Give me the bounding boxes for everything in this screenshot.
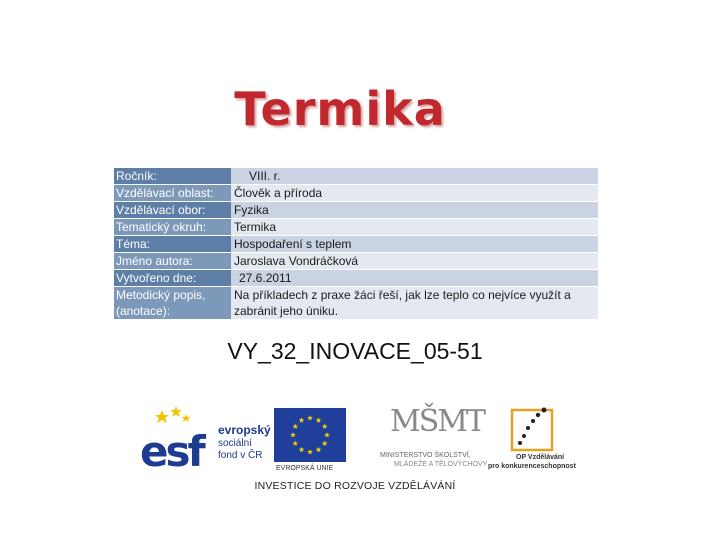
row-key: Vzdělávací obor:	[114, 202, 231, 219]
row-value: Hospodaření s teplem	[231, 236, 598, 253]
table-row	[114, 270, 598, 287]
eu-caption: EVROPSKÁ UNIE	[276, 465, 334, 472]
investice-caption: INVESTICE DO ROZVOJE VZDĚLÁVÁNÍ	[254, 480, 456, 492]
row-value: Na příkladech z praxe žáci řeší, jak lze teplo co nejvíce využít a zabránit jeho úniku.	[231, 287, 598, 320]
row-key: Vzdělávací oblast:	[114, 185, 231, 202]
row-key: Tematický okruh:	[114, 219, 231, 236]
table-row	[114, 236, 598, 253]
msmt-caption: MLÁDEŽE A TĚLOVÝCHOVY	[394, 461, 488, 468]
esf-line: sociální	[218, 438, 252, 449]
row-key: Metodický popis, (anotace):	[114, 287, 231, 320]
row-key: Jméno autora:	[114, 253, 231, 270]
esf-line: fond v ČR	[218, 450, 263, 461]
msmt-caption: MINISTERSTVO ŠKOLSTVÍ,	[380, 452, 471, 459]
esf-text	[218, 438, 262, 462]
slide-title: Termika	[234, 82, 446, 136]
logo-strip	[0, 400, 720, 500]
op-logo	[488, 406, 578, 476]
eu-flag-icon	[274, 408, 346, 462]
row-value: 27.6.2011	[231, 270, 598, 287]
op-caption: pro konkurenceschopnost	[488, 463, 576, 470]
table-row	[114, 185, 598, 202]
msmt-mark-icon: MŠMT	[390, 404, 484, 439]
table-row	[114, 219, 598, 236]
op-mark-icon	[510, 406, 554, 452]
op-caption: OP Vzdělávání	[516, 454, 565, 461]
row-key: Ročník:	[114, 168, 231, 185]
table-row	[114, 202, 598, 219]
eu-logo	[274, 408, 350, 474]
material-code: VY_32_INOVACE_05-51	[227, 338, 483, 364]
esf-logo	[140, 406, 280, 470]
esf-mark-icon	[140, 406, 220, 470]
table-row	[114, 287, 598, 320]
row-value: Jaroslava Vondráčková	[231, 253, 598, 270]
row-value: VIII. r.	[231, 168, 598, 185]
table-row	[114, 168, 598, 185]
row-key: Vytvořeno dne:	[114, 270, 231, 287]
row-value: Fyzika	[231, 202, 598, 219]
esf-text	[218, 424, 271, 436]
table-row	[114, 253, 598, 270]
msmt-logo	[380, 404, 488, 474]
metadata-table	[114, 168, 598, 320]
esf-line: evropský	[218, 423, 271, 437]
svg-text:esf: esf	[140, 427, 203, 470]
row-key: Téma:	[114, 236, 231, 253]
row-value: Člověk a příroda	[231, 185, 598, 202]
row-value: Termika	[231, 219, 598, 236]
